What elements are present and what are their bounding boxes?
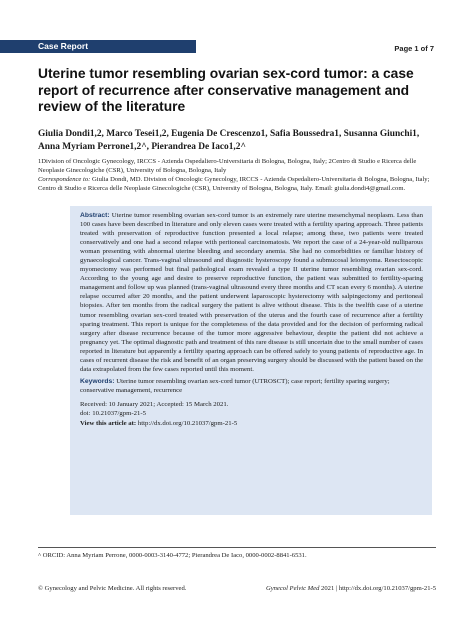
correspondence xyxy=(38,176,438,193)
keywords xyxy=(80,377,423,395)
view-article-link[interactable]: http://dx.doi.org/10.21037/gpm-21-5 xyxy=(137,419,238,427)
keywords-text: Uterine tumor resembling ovarian sex-cord tumor (UTROSCT); case report; fertility sparing surgery; conservative management, recurrence xyxy=(80,377,390,394)
section-label: Case Report xyxy=(38,41,89,51)
affiliations xyxy=(38,158,438,194)
doi: doi: 10.21037/gpm-21-5 xyxy=(80,410,146,418)
page-number: Page 1 of 7 xyxy=(394,44,434,53)
article-dates xyxy=(80,400,423,428)
correspondence-text: Giulia Dondi, MD. Division of Oncologic Gynecology, IRCCS - Azienda Ospedaliero-Universitaria di Bologna, Bologna, Italy; Centro di Studio e Ricerca delle Neoplasie Ginecologiche (CSR), University of Bologna, Bologna, Italy. Email: giulia.dondi4@gmail.com. xyxy=(38,176,430,192)
abstract-box xyxy=(70,206,432,515)
view-article xyxy=(80,419,423,428)
keywords-label: Keywords: xyxy=(80,377,115,385)
received-accepted: Received: 10 January 2021; Accepted: 15 March 2021. xyxy=(80,400,229,408)
orcid-footnote: ^ ORCID: Anna Myriam Perrone, 0000-0003-3140-4772; Pierandrea De Iaco, 0000-0002-8841-6531. xyxy=(38,552,307,559)
abstract-label: Abstract: xyxy=(80,212,110,219)
section-badge xyxy=(0,40,196,53)
journal-citation xyxy=(266,585,436,592)
correspondence-label: Correspondence to: xyxy=(38,176,91,184)
author-list: Giulia Dondi1,2, Marco Tesei1,2, Eugenia De Crescenzo1, Safia Boussedra1, Susanna Giunchi1, Anna Myriam Perrone1,2^, Pierandrea De Iaco1,2^ xyxy=(38,129,420,152)
abstract-text: Uterine tumor resembling ovarian sex-cord tumor is an extremely rare uterine mesenchymal neoplasm. Less than 100 cases have been described in literature and only eleven cases were treated with a fertility sparing approach. Three patients treated with preservation of reproductive function presented a local relapse; among these, two patients were treated conservatively and one had a second relapse with peritoneal carcinomatosis. We report the case of a 24-year-old nulliparous woman presenting with abnormal uterine bleeding and secondary anemia. She had no comorbidities or familiar history of gynaecological cancer. Trans-vaginal ultrasound and diagnostic hysteroscopy found a submucosal leiomyoma. Resectoscopic myomectomy was performed but final pathological exam revealed a type II uterine tumor resembling ovarian sex-cord. According to the young age and desire to preserve reproductive function, the patient was submitted to fertility-sparing management and follow up was planned (trans-vaginal ultrasound every three months and CT scan every 6 months). A uterine relapse occurred after 20 months, and the patient underwent laparoscopic hysterectomy with salpingectomy and peritoneal biopsies. After ten months from the radical surgery the patient is alive without disease. This is the twelfth case of a uterine tumor resembling ovarian sex-cord treated with preservation of the uterus and the fourth case of recurrence after a fertility sparing treatment. This report is unique for the completeness of the data provided and for the decision of performing radical surgery after disease recurrence because of the tumor more aggressive behaviour, despite the patient did not achieve a pregnancy yet. The optimal diagnostic path and treatment of this rare disease is still uncertain due to the small number of cases reported in literature but apparently a fertility sparing approach can be offered safely to young patients of reproductive age. In cases of recurrent disease the risk and benefit of an organ preserving surgery should be discussed with the patient based on the data extrapolated from the few cases reported until this moment. xyxy=(80,212,423,373)
copyright: © Gynecology and Pelvic Medicine. All rights reserved. xyxy=(38,585,187,592)
view-article-label: View this article at: xyxy=(80,419,137,427)
citation-text: 2021 | http://dx.doi.org/10.21037/gpm-21-5 xyxy=(321,585,436,592)
journal-name: Gynecol Pelvic Med xyxy=(265,585,320,592)
article-title: Uterine tumor resembling ovarian sex-cord tumor: a case report of recurrence after conservative management and review of the literature xyxy=(38,66,414,114)
affiliation-text: 1Division of Oncologic Gynecology, IRCCS - Azienda Ospedaliero-Universitaria di Bologna, Bologna, Italy; 2Centro di Studio e Ricerca delle Neoplasie Ginecologiche (CSR), University of Bologna, Bologna, Italy xyxy=(38,158,417,174)
abstract xyxy=(80,211,423,374)
footnote-divider xyxy=(38,547,436,548)
